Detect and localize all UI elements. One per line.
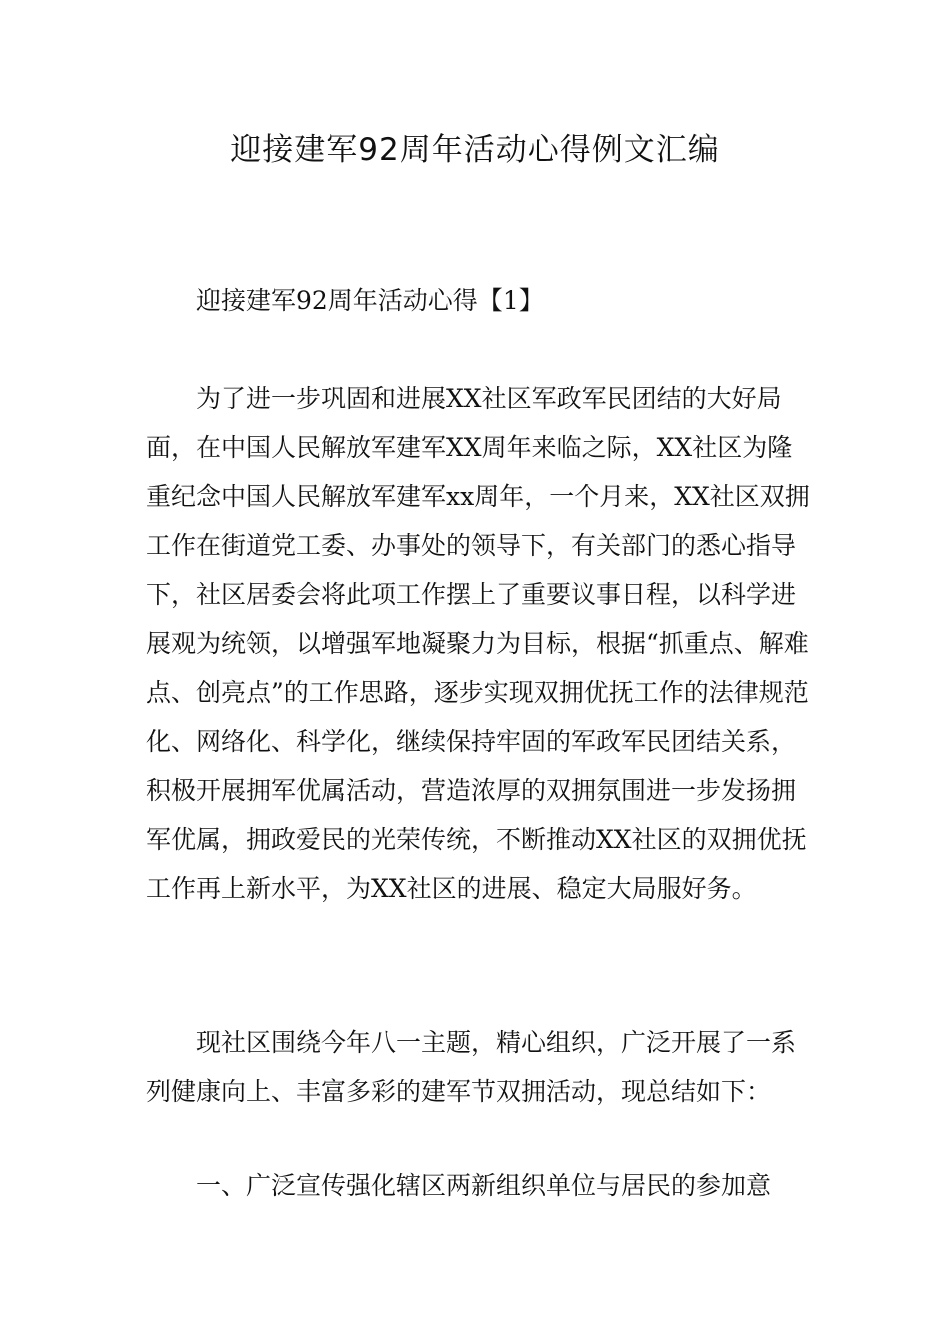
section-heading: 迎接建军92周年活动心得【1】 (196, 286, 544, 315)
paragraph-1: 为了进一步巩固和进展XX社区军政军民团结的大好局面，在中国人民解放军建军XX周年来临之际，XX社区为隆重纪念中国人民解放军建军xx周年，一个月来，XX社区双拥工作在街道党工委、办事处的领导下，有关部门的悉心指导下，社区居委会将此项工作摆上了重要议事日程，以科学进展观为统领，以增强军地凝聚力为目标，根据“抓重点、解难点、创亮点”的工作思路，逐步实现双拥优抚工作的法律规范化、网络化、科学化，继续保持牢固的军政军民团结关系，积极开展拥军优属活动，营造浓厚的双拥氛围进一步发扬拥军优属，拥政爱民的光荣传统，不断推动XX社区的双拥优抚工作再上新水平，为XX社区的进展、稳定大局服好务。 (146, 384, 810, 903)
paragraph-2: 现社区围绕今年八一主题，精心组织，广泛开展了一系列健康向上、丰富多彩的建军节双拥活动，现总结如下： (146, 1028, 797, 1106)
document-title: 迎接建军92周年活动心得例文汇编 (230, 132, 720, 168)
paragraph-3: 一、广泛宣传强化辖区两新组织单位与居民的参加意 (196, 1171, 772, 1200)
